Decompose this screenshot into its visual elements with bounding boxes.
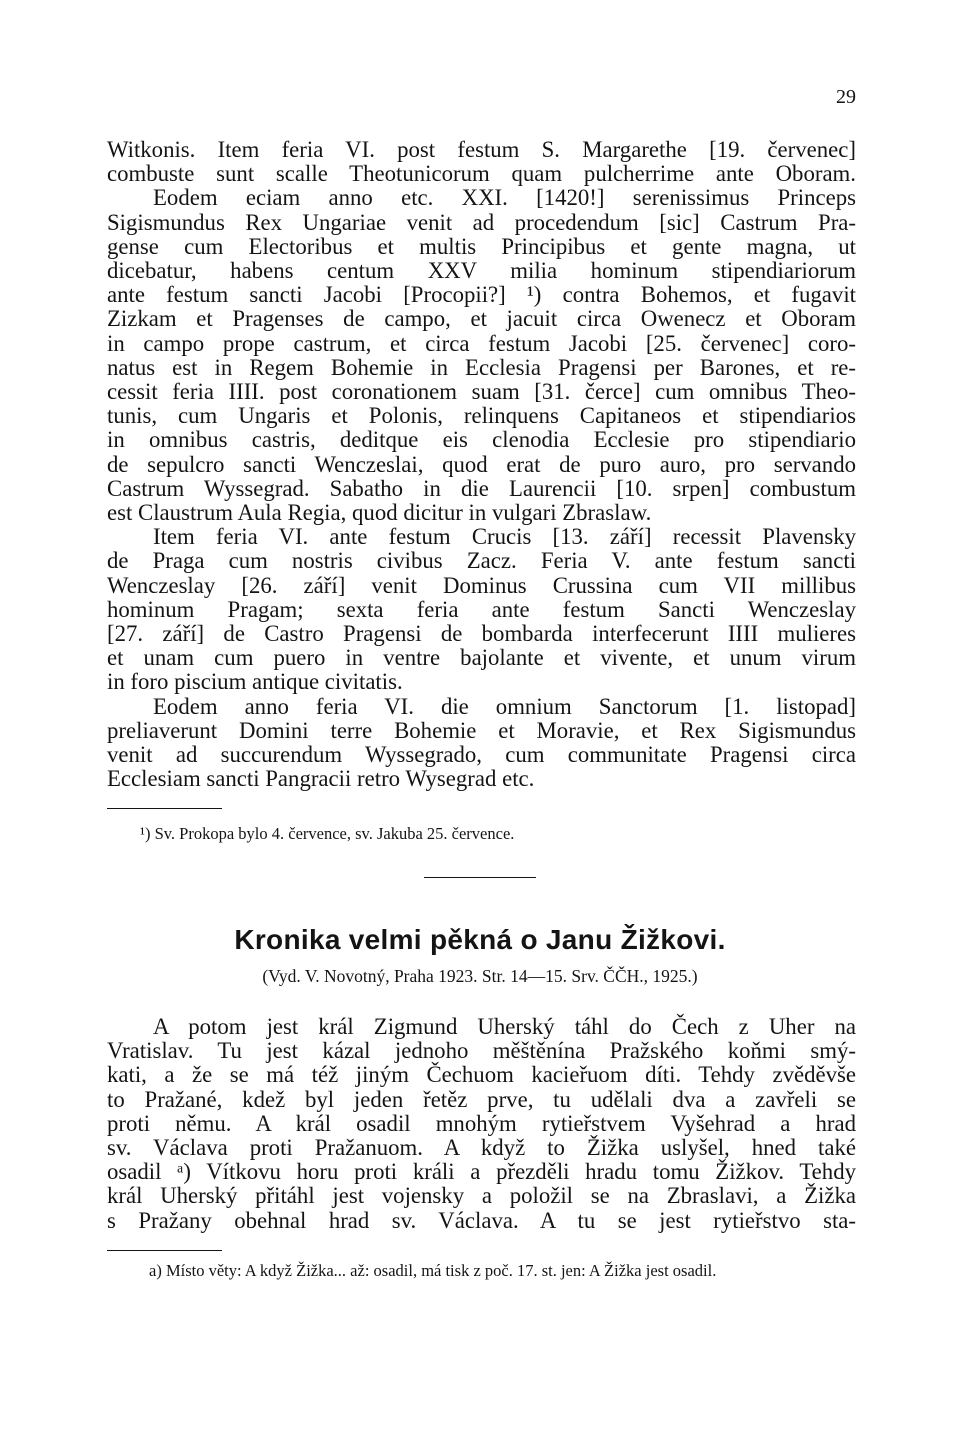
text-line: sv. Václava proti Pražanuom. A když to Žižka uslyšel, hned také bbox=[107, 1135, 856, 1161]
text-line: Vratislav. Tu jest kázal jednoho měštěnína Pražského koňmi smý- bbox=[107, 1038, 856, 1064]
text-line: Sigismundus Rex Ungariae venit ad procedendum [sic] Castrum Pra- bbox=[107, 209, 856, 235]
text-line: tunis, cum Ungaris et Polonis, relinquens Capitaneos et stipendiarios bbox=[107, 403, 856, 429]
text-line: in omnibus castris, deditque eis clenodia Ecclesie pro stipendiario bbox=[107, 427, 856, 453]
text-line: hominum Pragam; sexta feria ante festum Sancti Wenczeslay bbox=[107, 596, 856, 622]
section-title: Kronika velmi pěkná o Janu Žižkovi. bbox=[234, 924, 726, 955]
text-line: s Pražany obehnal hrad sv. Václava. A tu se jest rytieřstvo sta- bbox=[107, 1207, 856, 1233]
text-line: kati, a že se má též jiným Čechuom kacieřuom díti. Tehdy zvěděvše bbox=[107, 1062, 856, 1088]
text-line: Eodem anno feria VI. die omnium Sanctorum [1. listopad] bbox=[153, 693, 856, 719]
text-line: Wenczeslay [26. září] venit Dominus Crussina cum VII millibus bbox=[107, 572, 856, 598]
latin-chronicle-text bbox=[107, 138, 856, 791]
text-line: král Uherský přitáhl jest vojensky a položil se na Zbraslavi, a Žižka bbox=[107, 1183, 856, 1209]
text-line: Item feria VI. ante festum Crucis [13. září] recessit Plavensky bbox=[153, 524, 856, 550]
czech-chronicle-text bbox=[107, 1015, 856, 1233]
text-line: osadil ᵃ) Vítkovu horu proti králi a přezděli hradu tomu Žižkov. Tehdy bbox=[107, 1159, 856, 1185]
text-line: Eodem eciam anno etc. XXI. [1420!] serenissimus Princeps bbox=[153, 185, 856, 211]
text-line: natus est in Regem Bohemie in Ecclesia Pragensi per Barones, et re- bbox=[107, 354, 856, 380]
text-line: Zizkam et Pragenses de campo, et jacuit circa Owenecz et Oboram bbox=[107, 306, 856, 332]
footnote: a) Místo věty: A když Žižka... až: osadil, má tisk z poč. 17. st. jen: A Žižka jest osadil. bbox=[149, 1261, 717, 1280]
text-line: de sepulcro sancti Wenczeslai, quod erat de puro auro, pro servando bbox=[107, 451, 856, 477]
text-line: est Claustrum Aula Regia, quod dicitur in vulgari Zbraslaw. bbox=[107, 500, 652, 526]
text-line: ante festum sancti Jacobi [Procopii?] ¹) contra Bohemos, et fugavit bbox=[107, 282, 856, 308]
text-line: Ecclesiam sancti Pangracii retro Wysegrad etc. bbox=[107, 766, 535, 792]
text-line: de Praga cum nostris civibus Zacz. Feria V. ante festum sancti bbox=[107, 548, 856, 574]
text-line: venit ad succurendum Wyssegrado, cum communitate Pragensi circa bbox=[107, 742, 856, 768]
text-line: proti němu. A král osadil mnohým rytieřstvem Vyšehrad a hrad bbox=[107, 1110, 856, 1136]
text-line: to Pražané, kdež byl jeden řetěz prve, tu udělali dva a zavřeli se bbox=[107, 1086, 856, 1112]
text-line: A potom jest král Zigmund Uherský táhl do Čech z Uher na bbox=[153, 1014, 856, 1039]
text-line: et unam cum puero in ventre bajolante et vivente, et unum virum bbox=[107, 645, 856, 671]
text-line: in foro piscium antique civitatis. bbox=[107, 669, 403, 695]
edition-note: (Vyd. V. Novotný, Praha 1923. Str. 14—15. Srv. ČČH., 1925.) bbox=[262, 966, 698, 986]
text-line: in campo prope castrum, et circa festum Jacobi [25. červenec] coro- bbox=[107, 330, 856, 356]
text-line: dicebatur, habens centum XXV milia hominum stipendiariorum bbox=[107, 258, 856, 284]
page-number: 29 bbox=[836, 86, 856, 108]
footnote-rule bbox=[107, 1250, 222, 1251]
text-line: [27. září] de Castro Pragensi de bombarda interfecerunt IIII mulieres bbox=[107, 621, 856, 647]
text-line: Witkonis. Item feria VI. post festum S. Margarethe [19. červenec] bbox=[107, 137, 856, 162]
footnote-rule bbox=[107, 808, 222, 809]
text-line: gense cum Electoribus et multis Principibus et gente magna, ut bbox=[107, 233, 856, 259]
footnote: ¹) Sv. Prokopa bylo 4. července, sv. Jakuba 25. července. bbox=[140, 824, 515, 843]
text-line: combuste sunt scalle Theotunicorum quam pulcherrime ante Oboram. bbox=[107, 161, 856, 187]
section-divider bbox=[424, 877, 536, 878]
text-line: Castrum Wyssegrad. Sabatho in die Laurencii [10. srpen] combustum bbox=[107, 475, 856, 501]
text-line: cessit feria IIII. post coronationem suam [31. čerce] cum omnibus Theo- bbox=[107, 379, 856, 405]
text-line: preliaverunt Domini terre Bohemie et Moravie, et Rex Sigismundus bbox=[107, 717, 856, 743]
